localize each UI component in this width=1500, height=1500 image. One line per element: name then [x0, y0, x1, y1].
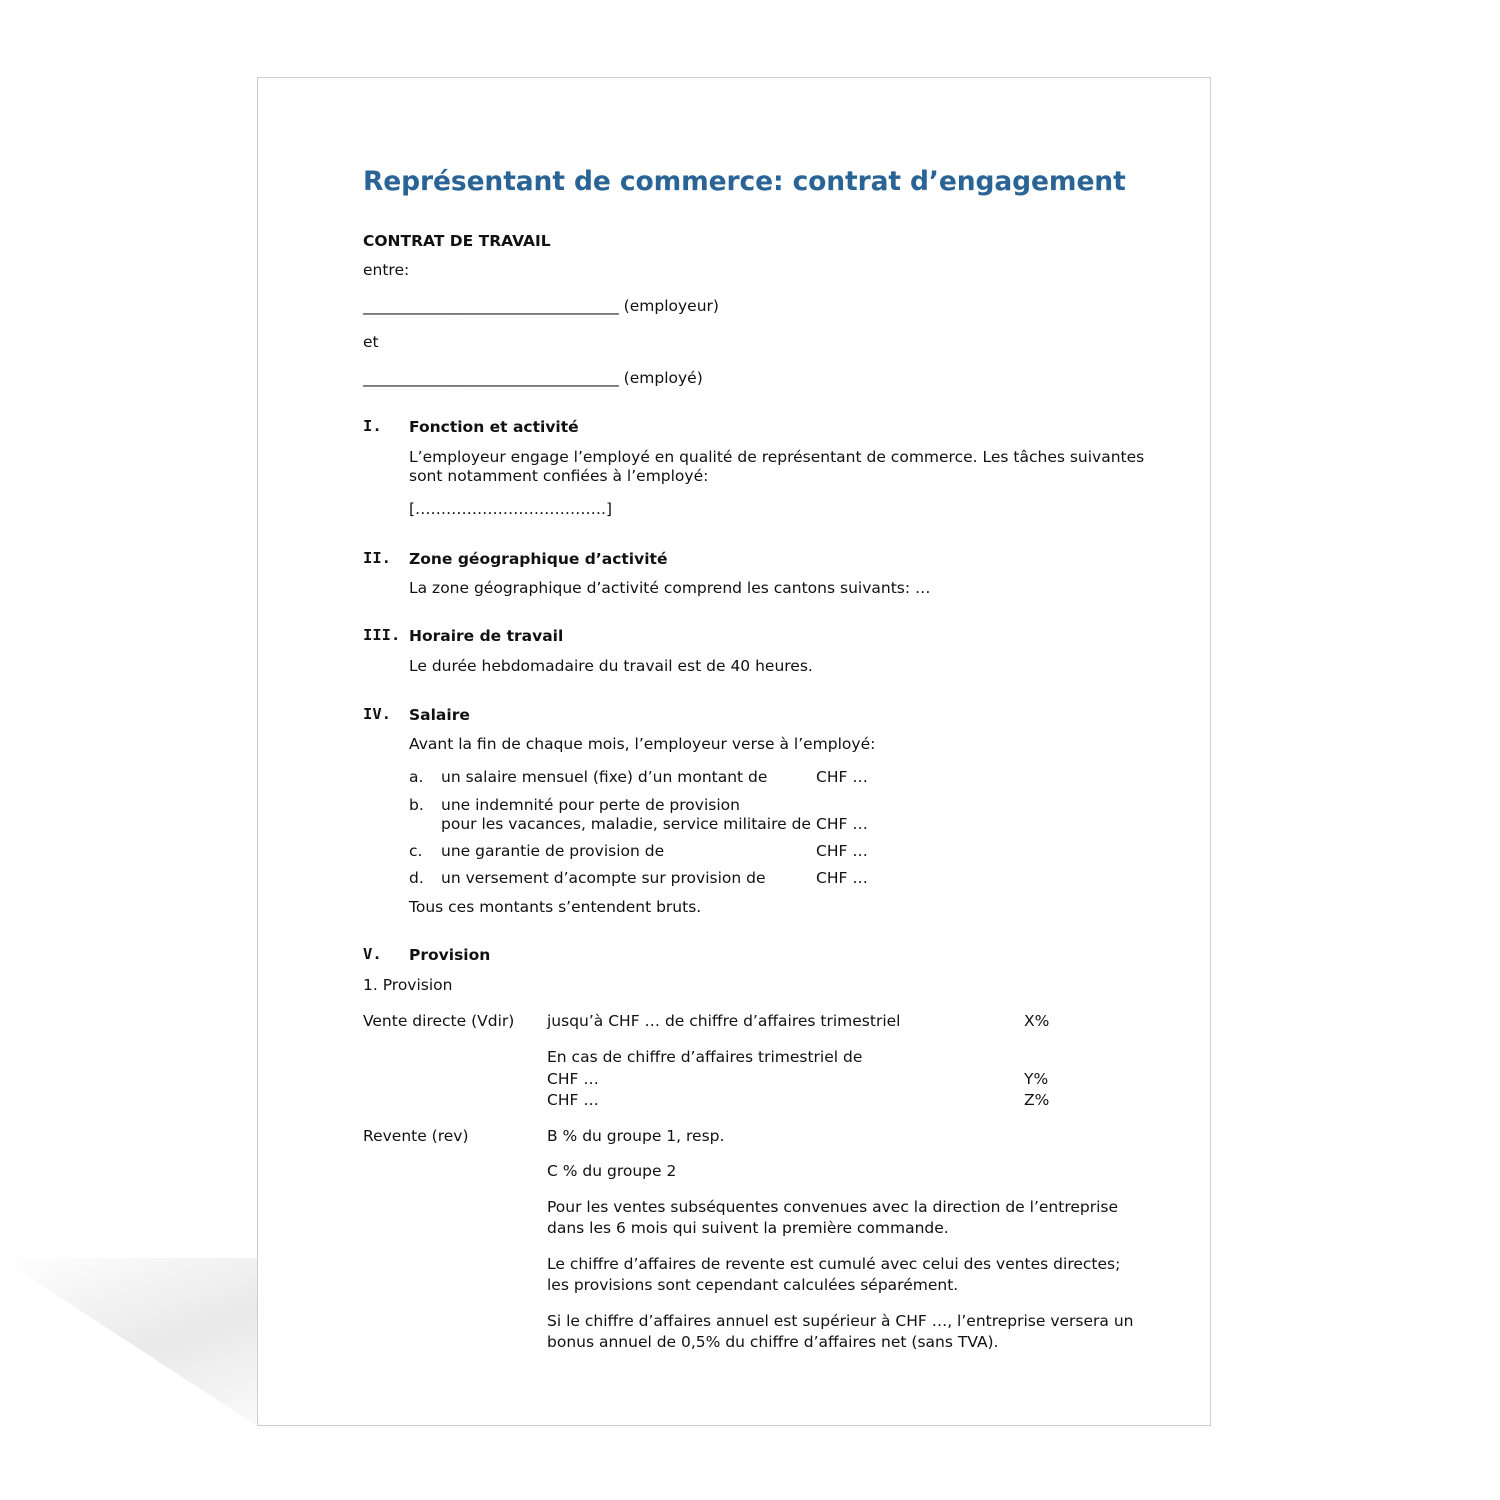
section-2-heading: Zone géographique d’activité [409, 550, 668, 568]
section-1-heading: Fonction et activité [409, 418, 579, 436]
rev-group-b: B % du groupe 1, resp. [547, 1127, 725, 1145]
and-label: et [363, 333, 379, 351]
section-4-note: Tous ces montants s’entendent bruts. [409, 898, 702, 916]
salary-item-amount: CHF … [816, 815, 868, 833]
salary-item-text: une indemnité pour perte de provision [441, 796, 740, 814]
salary-item-text: un versement d’acompte sur provision de [441, 869, 766, 887]
rev-para-2-line1: Le chiffre d’affaires de revente est cumulé avec celui des ventes directes; [547, 1255, 1121, 1273]
vdir-line: jusqu’à CHF … de chiffre d’affaires trimestriel [547, 1012, 901, 1030]
rev-para-1-line2: dans les 6 mois qui suivent la première commande. [547, 1219, 949, 1237]
salary-item-letter: a. [409, 768, 424, 786]
salary-item-amount: CHF … [816, 869, 868, 887]
section-2-para: La zone géographique d’activité comprend les cantons suivants: … [409, 579, 931, 597]
employee-line: _________________________________ (employé) [363, 369, 703, 387]
section-4-heading: Salaire [409, 706, 470, 724]
rev-para-3-line1: Si le chiffre d’affaires annuel est supérieur à CHF …, l’entreprise versera un [547, 1312, 1134, 1330]
salary-item-text-line2: pour les vacances, maladie, service militaire de [441, 815, 811, 833]
chf-threshold-1: CHF … [547, 1070, 599, 1088]
section-1-para-line2: sont notamment confiées à l’employé: [409, 467, 709, 485]
section-4-intro: Avant la fin de chaque mois, l’employeur verse à l’employé: [409, 735, 876, 753]
salary-item-letter: c. [409, 842, 423, 860]
rev-para-3-line2: bonus annuel de 0,5% du chiffre d’affaires net (sans TVA). [547, 1333, 999, 1351]
rev-para-1-line1: Pour les ventes subséquentes convenues avec la direction de l’entreprise [547, 1198, 1119, 1216]
contract-label: CONTRAT DE TRAVAIL [363, 232, 551, 250]
vdir-label: Vente directe (Vdir) [363, 1012, 515, 1030]
chf-threshold-2: CHF … [547, 1091, 599, 1109]
percent-z: Z% [1024, 1091, 1050, 1109]
salary-item-text: une garantie de provision de [441, 842, 665, 860]
case-line: En cas de chiffre d’affaires trimestriel de [547, 1048, 863, 1066]
section-1-para-line1: L’employeur engage l’employé en qualité de représentant de commerce. Les tâches suivantes [409, 448, 1145, 466]
salary-item-letter: d. [409, 869, 424, 887]
section-4-number: IV. [363, 705, 391, 723]
page-shadow [0, 1258, 260, 1428]
section-3-para: Le durée hebdomadaire du travail est de 40 heures. [409, 657, 813, 675]
section-1-placeholder: [……………………………….] [409, 500, 613, 518]
section-5-subheading: 1. Provision [363, 976, 453, 994]
rev-label: Revente (rev) [363, 1127, 469, 1145]
section-1-number: I. [363, 417, 382, 435]
section-5-number: V. [363, 945, 382, 963]
between-label: entre: [363, 261, 410, 279]
percent-y: Y% [1024, 1070, 1049, 1088]
salary-item-amount: CHF … [816, 842, 868, 860]
rev-group-c: C % du groupe 2 [547, 1162, 677, 1180]
section-3-number: III. [363, 626, 401, 644]
section-3-heading: Horaire de travail [409, 627, 564, 645]
salary-item-letter: b. [409, 796, 424, 814]
rev-para-2-line2: les provisions sont cependant calculées séparément. [547, 1276, 959, 1294]
employer-line: _________________________________ (employeur) [363, 297, 719, 315]
section-2-number: II. [363, 549, 391, 567]
vdir-percent: X% [1024, 1012, 1050, 1030]
section-5-heading: Provision [409, 946, 491, 964]
salary-item-text: un salaire mensuel (fixe) d’un montant de [441, 768, 768, 786]
document-title: Représentant de commerce: contrat d’engagement [363, 166, 1126, 197]
salary-item-amount: CHF … [816, 768, 868, 786]
document-page [257, 77, 1211, 1426]
